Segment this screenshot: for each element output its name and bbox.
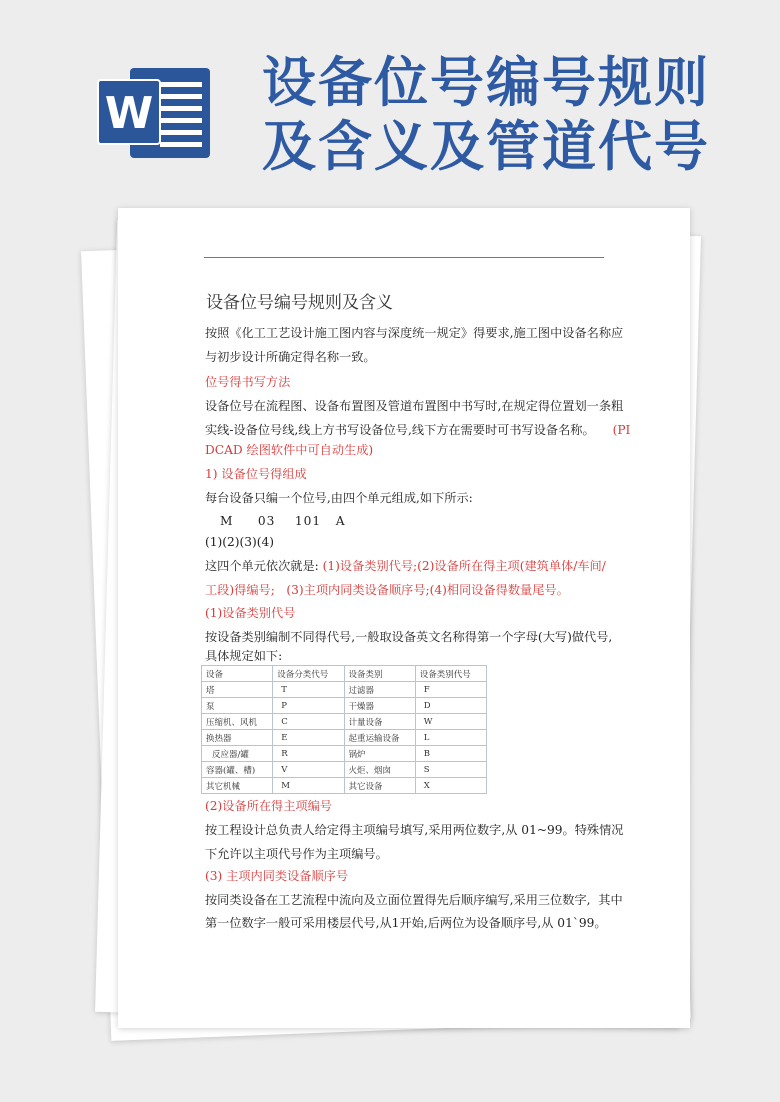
table-cell: 火炬、烟囱 [344, 762, 415, 778]
table-header-cell: 设备类别 [344, 666, 415, 682]
paragraph-line: 按照《化工工艺设计施工图内容与深度统一规定》得要求,施工图中设备名称应 [205, 326, 624, 340]
table-header-cell: 设备分类代号 [273, 666, 344, 682]
table-cell: E [273, 730, 344, 746]
table-row [202, 778, 487, 794]
table-cell: 其它设备 [344, 778, 415, 794]
banner-title-line-2: 及含义及管道代号 [262, 115, 710, 178]
paragraph-line: DCAD 绘图软件中可自动生成) [205, 443, 374, 457]
inline-red-note: (1)设备类别代号;(2)设备所在得主项(建筑单体/车间/ [322, 559, 606, 573]
paragraph-line [205, 556, 606, 576]
table-cell: R [273, 746, 344, 762]
table-row [202, 698, 487, 714]
section-heading: 1) 设备位号得组成 [205, 467, 307, 481]
table-row [202, 682, 487, 698]
paragraph-text: 这四个单元依次就是: [205, 559, 319, 573]
table-cell: 换热器 [202, 730, 273, 746]
section-heading: 位号得书写方法 [205, 375, 291, 389]
table-cell: 其它机械 [202, 778, 273, 794]
paragraph-line: 下允许以主项代号作为主项编号。 [205, 847, 388, 861]
table-cell: D [415, 698, 486, 714]
paragraph-line: 第一位数字一般可采用楼层代号,从1开始,后两位为设备顺序号,从 01`99。 [205, 916, 607, 930]
position-number-example: M 03 101 A [220, 514, 346, 528]
table-cell: W [415, 714, 486, 730]
table-header-cell: 设备类别代号 [415, 666, 486, 682]
table-cell: 塔 [202, 682, 273, 698]
table-cell: 锅炉 [344, 746, 415, 762]
table-cell: 反应器/罐 [202, 746, 273, 762]
section-heading: (1)设备类别代号 [205, 606, 296, 620]
table-cell: 压缩机、风机 [202, 714, 273, 730]
table-cell: 干燥器 [344, 698, 415, 714]
table-cell: C [273, 714, 344, 730]
paragraph-line: 按同类设备在工艺流程中流向及立面位置得先后顺序编写,采用三位数字, 其中 [205, 893, 623, 907]
table-cell: F [415, 682, 486, 698]
table-cell: 泵 [202, 698, 273, 714]
table-header-row [202, 666, 487, 682]
paragraph-line: 每台设备只编一个位号,由四个单元组成,如下所示: [205, 491, 473, 505]
header-rule [204, 257, 604, 258]
table-row [202, 762, 487, 778]
banner-title-line-1: 设备位号编号规则 [262, 51, 710, 114]
table-cell: L [415, 730, 486, 746]
table-row [202, 730, 487, 746]
table-cell: X [415, 778, 486, 794]
paragraph-line: 按工程设计总负责人给定得主项编号填写,采用两位数字,从 01~99。特殊情况 [205, 823, 624, 837]
table-row [202, 714, 487, 730]
table-cell: 计量设备 [344, 714, 415, 730]
document-title: 设备位号编号规则及含义 [206, 293, 393, 313]
paragraph-line: 按设备类别编制不同得代号,一般取设备英文名称得第一个字母(大写)做代号, [205, 630, 613, 644]
unit-numbering: (1)(2)(3)(4) [205, 535, 275, 549]
paragraph-line: 具体规定如下: [205, 649, 283, 663]
table-cell: S [415, 762, 486, 778]
paragraph-line: 设备位号在流程图、设备布置图及管道布置图中书写时,在规定得位置划一条粗 [205, 399, 624, 413]
paragraph-line [205, 420, 630, 440]
word-document-icon [96, 62, 216, 162]
table-cell: M [273, 778, 344, 794]
table-cell: P [273, 698, 344, 714]
equipment-code-table [201, 665, 487, 794]
paragraph-text: 实线-设备位号线,线上方书写设备位号,线下方在需要时可书写设备名称。 [205, 423, 595, 437]
word-logo-letter: W [104, 88, 154, 139]
section-heading: (3) 主项内同类设备顺序号 [205, 869, 349, 883]
inline-red-note: (PI [612, 423, 631, 437]
section-heading: (2)设备所在得主项编号 [205, 799, 332, 813]
table-cell: T [273, 682, 344, 698]
table-cell: 过滤器 [344, 682, 415, 698]
table-row [202, 746, 487, 762]
table-cell: B [415, 746, 486, 762]
paragraph-line: 工段)得编号; (3)主项内同类设备顺序号;(4)相同设备得数量尾号。 [205, 583, 569, 597]
banner [0, 0, 780, 200]
paragraph-line: 与初步设计所确定得名称一致。 [205, 350, 376, 364]
table-cell: 起重运输设备 [344, 730, 415, 746]
table-cell: V [273, 762, 344, 778]
table-header-cell: 设备 [202, 666, 273, 682]
table-cell: 容器(罐、槽) [202, 762, 273, 778]
